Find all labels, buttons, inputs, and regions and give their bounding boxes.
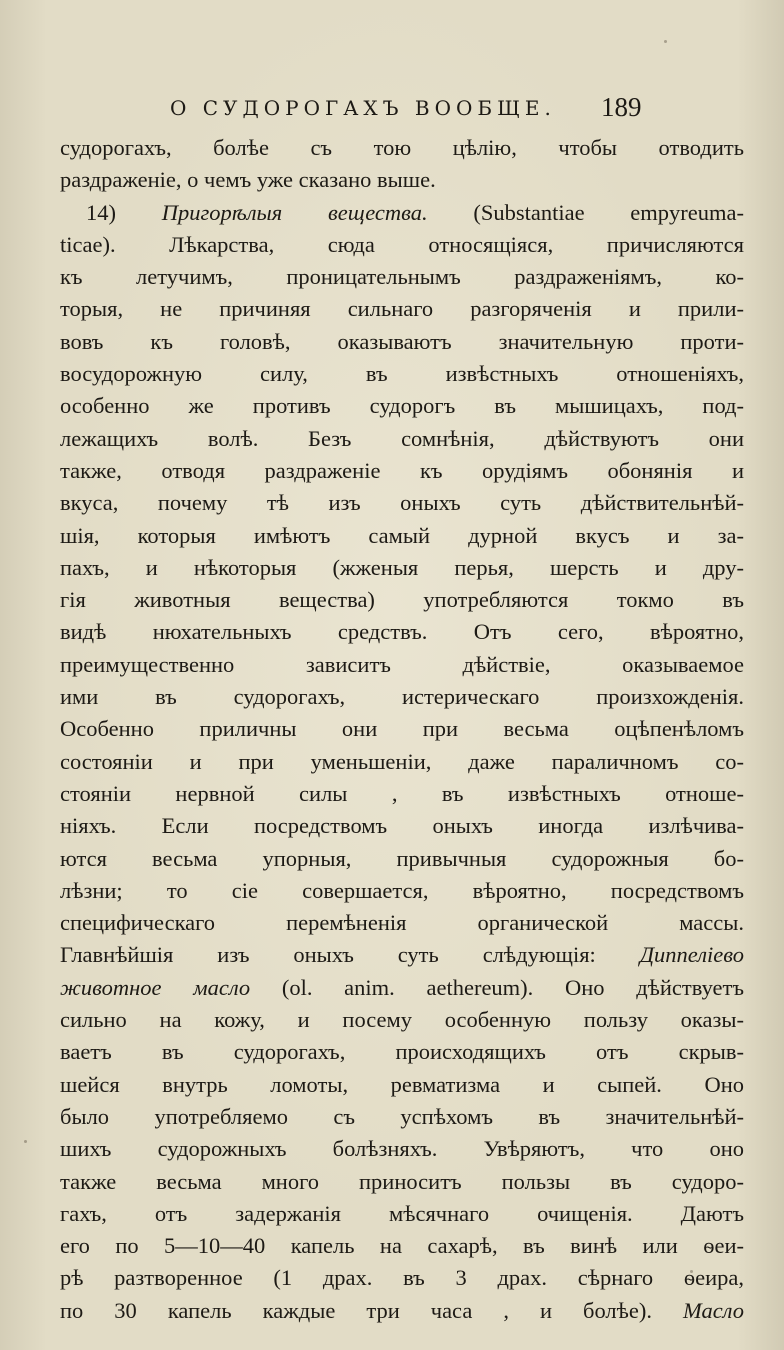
text-line: судорогахъ, болѣе съ тою цѣлію, чтобы отводить bbox=[60, 135, 744, 160]
text-line: преимущественно зависитъ дѣйствіе, оказываемое bbox=[60, 651, 744, 677]
text-line: рѣ разтворенное (1 драх. въ 3 драх. сѣрнаго ѳеира, bbox=[60, 1265, 744, 1291]
text-line-item-heading bbox=[60, 197, 744, 229]
text-line: ніяхъ. Если посредствомъ оныхъ иногда излѣчива- bbox=[60, 813, 744, 839]
dippel-term: Диппеліево bbox=[639, 942, 744, 968]
paper-speck bbox=[24, 1140, 27, 1143]
text-line: шія, которыя имѣютъ самый дурной вкусъ и за- bbox=[60, 522, 744, 548]
text-line: также весьма много приноситъ пользы въ судоро- bbox=[60, 1168, 744, 1194]
text-line: къ летучимъ, проницательнымъ раздраженіямъ, ко- bbox=[60, 264, 744, 290]
text-line: стояніи нервной силы , въ извѣстныхъ отноше- bbox=[60, 780, 744, 806]
text-line: лежащихъ волѣ. Безъ сомнѣнія, дѣйствуютъ они bbox=[60, 425, 744, 451]
paper-speck bbox=[664, 40, 667, 43]
text-line: также, отводя раздраженіе къ орудіямъ обонянія и bbox=[60, 457, 744, 483]
text-line-with-term bbox=[60, 1295, 744, 1327]
text-fragment: (Substantiae empyreuma- bbox=[473, 199, 744, 225]
text-line: сильно на кожу, и посему особенную пользу оказы- bbox=[60, 1007, 744, 1033]
running-title: О СУДОРОГАХЪ ВООБЩЕ. bbox=[170, 96, 556, 120]
next-term: Масло bbox=[683, 1297, 744, 1323]
text-line: вкуса, почему тѣ изъ оныхъ суть дѣйствительнѣй- bbox=[60, 490, 744, 516]
text-line: пахъ, и нѣкоторыя (жженыя перья, шерсть и дру- bbox=[60, 554, 744, 580]
text-line: гія животныя вещества) употребляются токмо въ bbox=[60, 587, 744, 613]
text-line: шихъ судорожныхъ болѣзняхъ. Увѣряютъ, что оно bbox=[60, 1136, 744, 1162]
page-number: 189 bbox=[601, 92, 642, 122]
text-line: было употребляемо съ успѣхомъ въ значительнѣй- bbox=[60, 1103, 744, 1129]
text-line: ваетъ въ судорогахъ, происходящихъ отъ скрыв- bbox=[60, 1039, 744, 1065]
text-line: Особенно приличны они при весьма оцѣпенѣломъ bbox=[60, 716, 744, 742]
paper-speck bbox=[690, 1270, 693, 1273]
text-line: его по 5—10—40 капель на сахарѣ, въ винѣ или ѳеи- bbox=[60, 1233, 744, 1259]
text-line-with-term bbox=[60, 939, 744, 971]
item-number: 14) bbox=[86, 199, 116, 225]
item-title: Пригорѣлыя вещества. bbox=[161, 199, 428, 225]
page-header bbox=[0, 92, 784, 132]
text-line: раздраженіе, о чемъ уже сказано выше. bbox=[60, 167, 436, 193]
text-fragment: по 30 капель каждые три часа , и болѣе). bbox=[60, 1297, 652, 1323]
text-line: лѣзни; то сіе совершается, вѣроятно, посредствомъ bbox=[60, 877, 744, 903]
text-line: состояніи и при уменьшеніи, даже параличномъ со- bbox=[60, 748, 744, 774]
text-line: гахъ, отъ задержанія мѣсячнаго очищенія. Даютъ bbox=[60, 1200, 744, 1226]
text-line: видѣ нюхательныхъ средствъ. Отъ сего, вѣроятно, bbox=[60, 619, 744, 645]
text-line: торыя, не причиняя сильнаго разгоряченія и прили- bbox=[60, 296, 744, 322]
text-line: вовъ къ головѣ, оказываютъ значительную проти- bbox=[60, 328, 744, 354]
dippel-term-cont: животное масло bbox=[60, 974, 251, 1000]
text-line: ticae). Лѣкарства, сюда относящіяся, причисляются bbox=[60, 231, 744, 257]
text-line: специфическаго перемѣненія органической массы. bbox=[60, 910, 744, 936]
text-fragment: (ol. anim. aethereum). Оно дѣйствуетъ bbox=[281, 974, 744, 1000]
text-line: особенно же противъ судорогъ въ мышицахъ, под- bbox=[60, 393, 744, 419]
text-line: шейся внутрь ломоты, ревматизма и сыпей. Оно bbox=[60, 1071, 744, 1097]
text-line: ими въ судорогахъ, истерическаго произхожденія. bbox=[60, 684, 744, 710]
text-line: ются весьма упорныя, привычныя судорожныя бо- bbox=[60, 845, 744, 871]
text-line: восудорожную силу, въ извѣстныхъ отношеніяхъ, bbox=[60, 361, 744, 387]
text-body bbox=[60, 132, 744, 1327]
text-fragment: Главнѣйшія изъ оныхъ суть слѣдующія: bbox=[60, 942, 596, 968]
text-line-with-term bbox=[60, 972, 744, 1004]
